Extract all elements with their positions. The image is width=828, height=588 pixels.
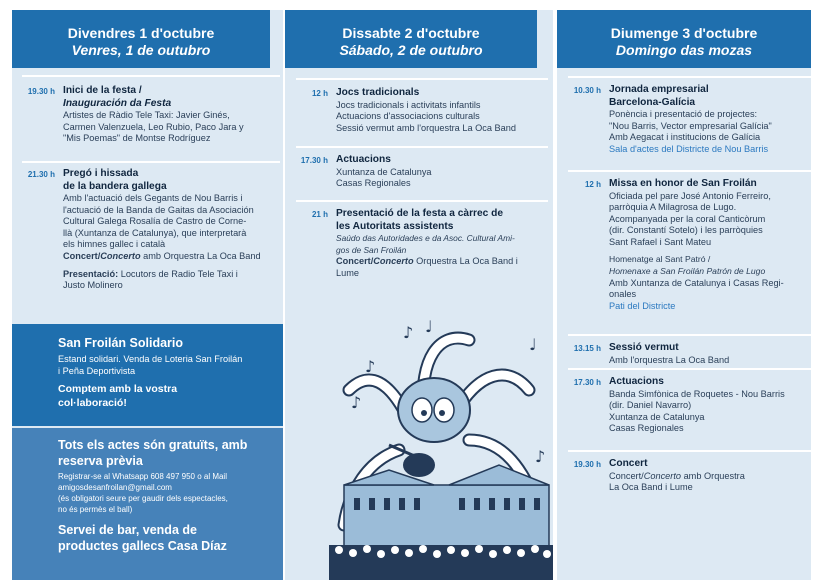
event-line: Banda Simfònica de Roquetes - Nou Barris <box>609 388 785 399</box>
event-presentacio: Presentació: Locutors de Radio Tele Taxi i <box>63 268 238 279</box>
event-concert: Concert/Concerto Orquestra La Oca Band i <box>336 256 518 267</box>
event-line: Ponència i presentació de projectes: <box>609 109 758 119</box>
event-inici <box>27 85 278 145</box>
event-line: Saúdo das Autoridades e da Asoc. Cultural Ami- <box>336 233 515 243</box>
event-title: Jornada empresarial <box>609 84 709 95</box>
sunday-header <box>557 10 811 68</box>
venue-link: Sala d'actes del Districte de Nou Barris <box>609 143 769 154</box>
day-title: Dissabte 2 d'octubre <box>342 25 480 41</box>
event-time: 12 h <box>311 89 328 98</box>
event-line: Xuntanza de Catalunya <box>609 411 705 422</box>
divider <box>568 170 811 172</box>
event-line: Casas Regionales <box>609 423 684 434</box>
event-line: (dir. Daniel Navarro) <box>609 400 692 411</box>
event-prego <box>27 168 278 292</box>
divider <box>296 78 548 80</box>
event-line: parròquia A Milagrosa de Lugo. <box>609 202 737 213</box>
friday-header <box>12 10 270 68</box>
day-title: Divendres 1 d'octubre <box>67 25 215 41</box>
day-subtitle: Domingo das mozas <box>615 42 753 58</box>
event-title: Barcelona-Galícia <box>609 96 696 108</box>
event-line: gos de San Froilán <box>336 244 407 255</box>
event-line: l'actuació de la Banda de Gaitas da Asociación <box>63 204 254 215</box>
event-time: 21 h <box>311 210 328 219</box>
info-line: no és permès el ball) <box>58 505 133 514</box>
divider <box>568 76 811 78</box>
svg-text:♪: ♪ <box>351 393 362 412</box>
divider <box>22 75 280 77</box>
event-title: de la bandera gallega <box>63 180 167 192</box>
event-line: Justo Molinero <box>63 280 123 291</box>
event-line: Casas Regionales <box>336 178 411 189</box>
event-title: Jocs tradicionals <box>336 87 420 98</box>
day-subtitle: Sábado, 2 de outubro <box>339 42 483 58</box>
event-concert-line: Concert/Concerto amb Orquestra <box>609 470 745 481</box>
event-line: Artistes de Ràdio Tele Taxi: Javier Ginés, <box>63 110 230 120</box>
solidari-box <box>12 324 283 426</box>
svg-text:♪: ♪ <box>403 323 414 342</box>
event-line: Acompanyada per la coral Canticòrum <box>609 213 766 224</box>
event-line: els himnes gallec i català <box>63 239 166 250</box>
event-line: llà (Xuntanza de Catalunya), que interpretarà <box>63 227 247 238</box>
divider <box>568 334 811 336</box>
event-title: Inici de la festa / <box>63 85 142 96</box>
event-line: onales <box>609 289 637 300</box>
event-time: 10.30 h <box>573 86 601 95</box>
event-line: Xuntanza de Catalunya <box>336 166 432 177</box>
event-line: Amb l'actuació dels Gegants de Nou Barris i <box>63 193 243 203</box>
event-title: Missa en honor de San Froilán <box>609 178 757 189</box>
info-email: amigosdesanfroilan@gmail.com <box>58 483 172 492</box>
svg-text:♪: ♪ <box>365 357 376 376</box>
event-title: les Autoritats assistents <box>336 220 454 232</box>
event-line: Cultural Galega Rosalía de Castro de Corne- <box>63 216 247 227</box>
event-time: 17.30 h <box>300 156 328 165</box>
svg-text:♩: ♩ <box>425 317 433 336</box>
info-title: Tots els actes són gratuïts, amb <box>58 438 248 452</box>
event-jornada <box>573 84 807 155</box>
event-line: Homenatge al Sant Patró / <box>609 254 711 265</box>
day-title: Diumenge 3 d'octubre <box>610 25 758 41</box>
event-title: Actuacions <box>336 154 391 165</box>
event-jocs <box>311 87 548 134</box>
saturday-header <box>285 10 537 68</box>
event-concert: Concert/Concerto amb Orquestra La Oca Band <box>63 250 261 261</box>
solidari-title: San Froilán Solidario <box>58 336 184 350</box>
event-line: Amb l'orquestra La Oca Band <box>609 354 730 365</box>
event-title: Pregó i hissada <box>63 168 139 179</box>
event-time: 13.15 h <box>573 344 601 353</box>
event-line: Sessió vermut amb l'orquestra La Oca Band <box>336 122 516 133</box>
divider <box>296 200 548 202</box>
event-missa <box>584 178 807 312</box>
event-time: 19.30 h <box>573 460 601 469</box>
event-time: 12 h <box>584 180 601 189</box>
event-time: 21.30 h <box>27 170 55 179</box>
event-title: Presentació de la festa a càrrec de <box>336 208 504 219</box>
saturday-panel <box>285 10 553 580</box>
day-subtitle: Venres, 1 de outubro <box>71 42 211 58</box>
event-actuacions <box>573 376 807 435</box>
event-presentacio <box>311 208 548 279</box>
event-line: (dir. Constantí Sotelo) i les parròquies <box>609 225 763 236</box>
event-line: Actuacions d'associacions culturals <box>336 111 480 122</box>
event-line: Sant Rafael i Sant Mateu <box>609 236 712 247</box>
solidari-bold: Comptem amb la vostra <box>58 383 178 395</box>
event-line: "Mis Poemas" de Montse Rodríguez <box>63 133 211 144</box>
event-title-italic: Inauguración da Festa <box>63 97 172 109</box>
event-line: Amb Xuntanza de Catalunya i Casas Regi- <box>609 277 784 288</box>
event-time: 19.30 h <box>27 87 55 96</box>
solidari-bold: col·laboració! <box>58 397 127 409</box>
sunday-panel <box>557 10 811 580</box>
solidari-line: i Peña Deportivista <box>58 366 136 376</box>
info-line: (és obligatori seure per gaudir dels espectacles, <box>58 494 228 503</box>
event-line: Homenaxe a San Froilán Patrón de Lugo <box>609 266 766 277</box>
event-line: La Oca Band i Lume <box>609 482 693 493</box>
info-title: reserva prèvia <box>58 454 143 468</box>
friday-panel <box>12 10 283 580</box>
info-bar: productes gallecs Casa Díaz <box>58 539 227 553</box>
info-box <box>12 428 283 580</box>
info-bar: Servei de bar, venda de <box>58 523 197 537</box>
svg-text:♩: ♩ <box>529 335 537 354</box>
event-title: Concert <box>609 458 648 469</box>
solidari-line: Estand solidari. Venda de Loteria San Froilán <box>58 354 243 364</box>
event-line: Oficiada pel pare José Antonio Ferreiro, <box>609 190 771 201</box>
event-actuacions <box>300 154 548 190</box>
event-vermut <box>573 342 807 366</box>
divider <box>22 161 280 163</box>
event-line: Jocs tradicionals i activitats infantils <box>336 99 481 110</box>
divider <box>296 146 548 148</box>
event-concert <box>573 458 807 494</box>
event-line: Carmen Valenzuela, Leo Rubio, Paco Jara y <box>63 121 244 132</box>
event-line: "Nou Barris, Vector empresarial Galícia" <box>609 120 772 131</box>
event-line: Amb Aegacat i institucions de Galícia <box>609 132 761 143</box>
event-title: Actuacions <box>609 376 664 387</box>
octopus-illustration <box>329 310 553 580</box>
venue-link: Pati del Districte <box>609 300 676 311</box>
event-title: Sessió vermut <box>609 342 679 353</box>
divider <box>568 368 811 370</box>
svg-text:♪: ♪ <box>535 447 546 466</box>
event-line: Lume <box>336 267 359 278</box>
event-time: 17.30 h <box>573 378 601 387</box>
divider <box>568 450 811 452</box>
info-line: Registrar-se al Whatsapp 608 497 950 o al Mail <box>58 472 227 481</box>
